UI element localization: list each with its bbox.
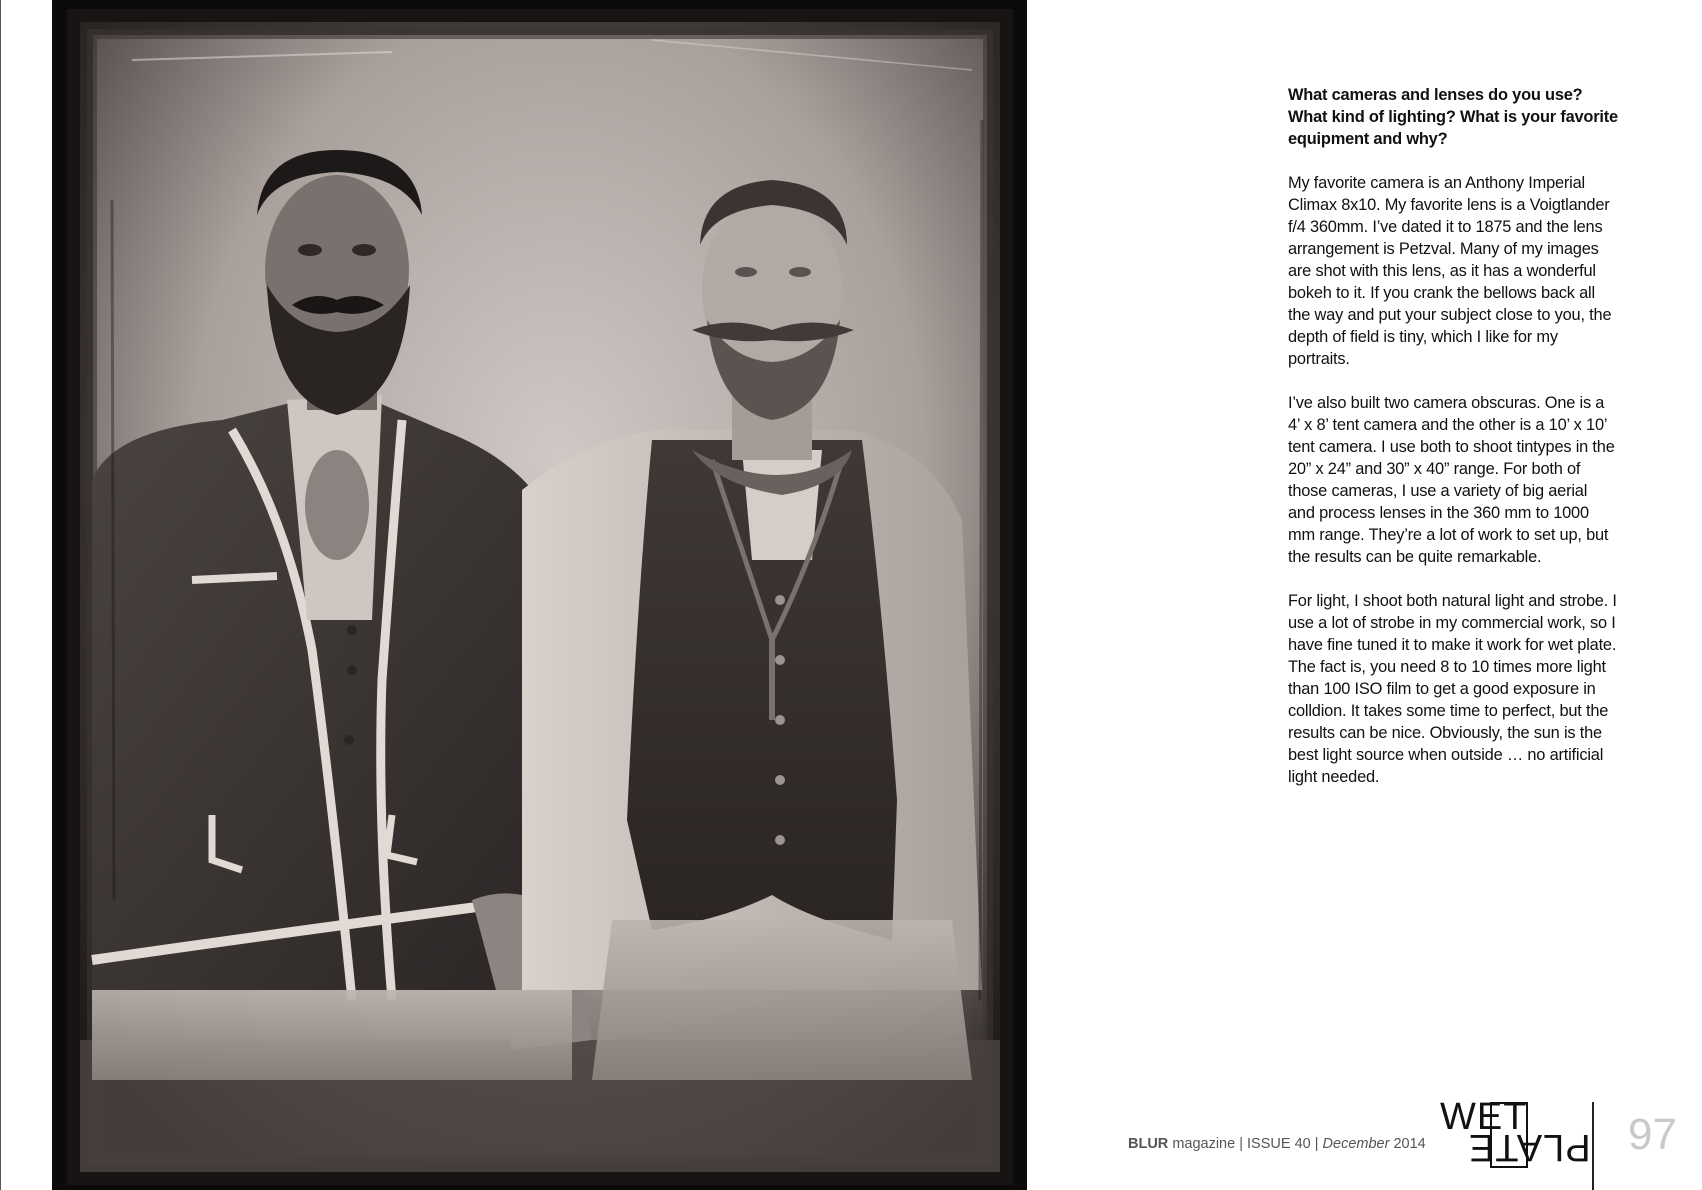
page-number: 97	[1628, 1110, 1677, 1159]
answer-paragraph-3: For light, I shoot both natural light and strobe. I use a lot of strobe in my commercial work, so I have fine tuned it to make it work for wet plate. The fact is, you need 8 to 10 times more light than 100 ISO film to get a good exposure in colldion. It takes some time to perfect, but the results can be nice. Obviously, the sun is the best light source when outside … no artificial light needed.	[1288, 592, 1617, 786]
article-text	[1288, 84, 1618, 810]
tintype-illustration	[52, 0, 1027, 1190]
footer-credit	[1128, 1136, 1426, 1152]
answer-paragraph-1: My favorite camera is an Anthony Imperial Climax 8x10. My favorite lens is a Voigtlander f/4 360mm. I’ve dated it to 1875 and the lens arrangement is Petzval. Many of my images are shot with this lens, as it has a wonderful bokeh to it. If you crank the bellows back all the way and put your subject close to you, the depth of field is tiny, which I like for my portraits.	[1288, 174, 1612, 368]
page-edge-rule	[0, 0, 1, 1190]
wet-plate-logo	[1440, 1096, 1591, 1168]
issue-year: 2014	[1393, 1136, 1426, 1152]
tintype-portrait-photo	[52, 0, 1027, 1190]
issue-month: December	[1322, 1136, 1390, 1152]
interview-question: What cameras and lenses do you use? What kind of lighting? What is your favorite equipment and why?	[1288, 86, 1618, 148]
magazine-word: magazine	[1172, 1136, 1236, 1152]
footer-divider	[1592, 1102, 1594, 1190]
publication-name: BLUR	[1128, 1136, 1169, 1152]
issue-label: ISSUE 40	[1247, 1136, 1311, 1152]
logo-word-plate: PLATE	[1468, 1126, 1591, 1168]
answer-paragraph-2: I’ve also built two camera obscuras. One is a 4’ x 8’ tent camera and the other is a 10’ x 10’ tent camera. I use both to shoot tintypes in the 20” x 24” and 30” x 40” range. For both of those cameras, I use a variety of big aerial and process lenses in the 360 mm to 1000 mm range. They’re a lot of work to set up, but the results can be quite remarkable.	[1288, 394, 1615, 566]
separator: |	[1314, 1136, 1319, 1152]
separator: |	[1239, 1136, 1243, 1152]
logo-word-wet: WET	[1440, 1096, 1528, 1138]
